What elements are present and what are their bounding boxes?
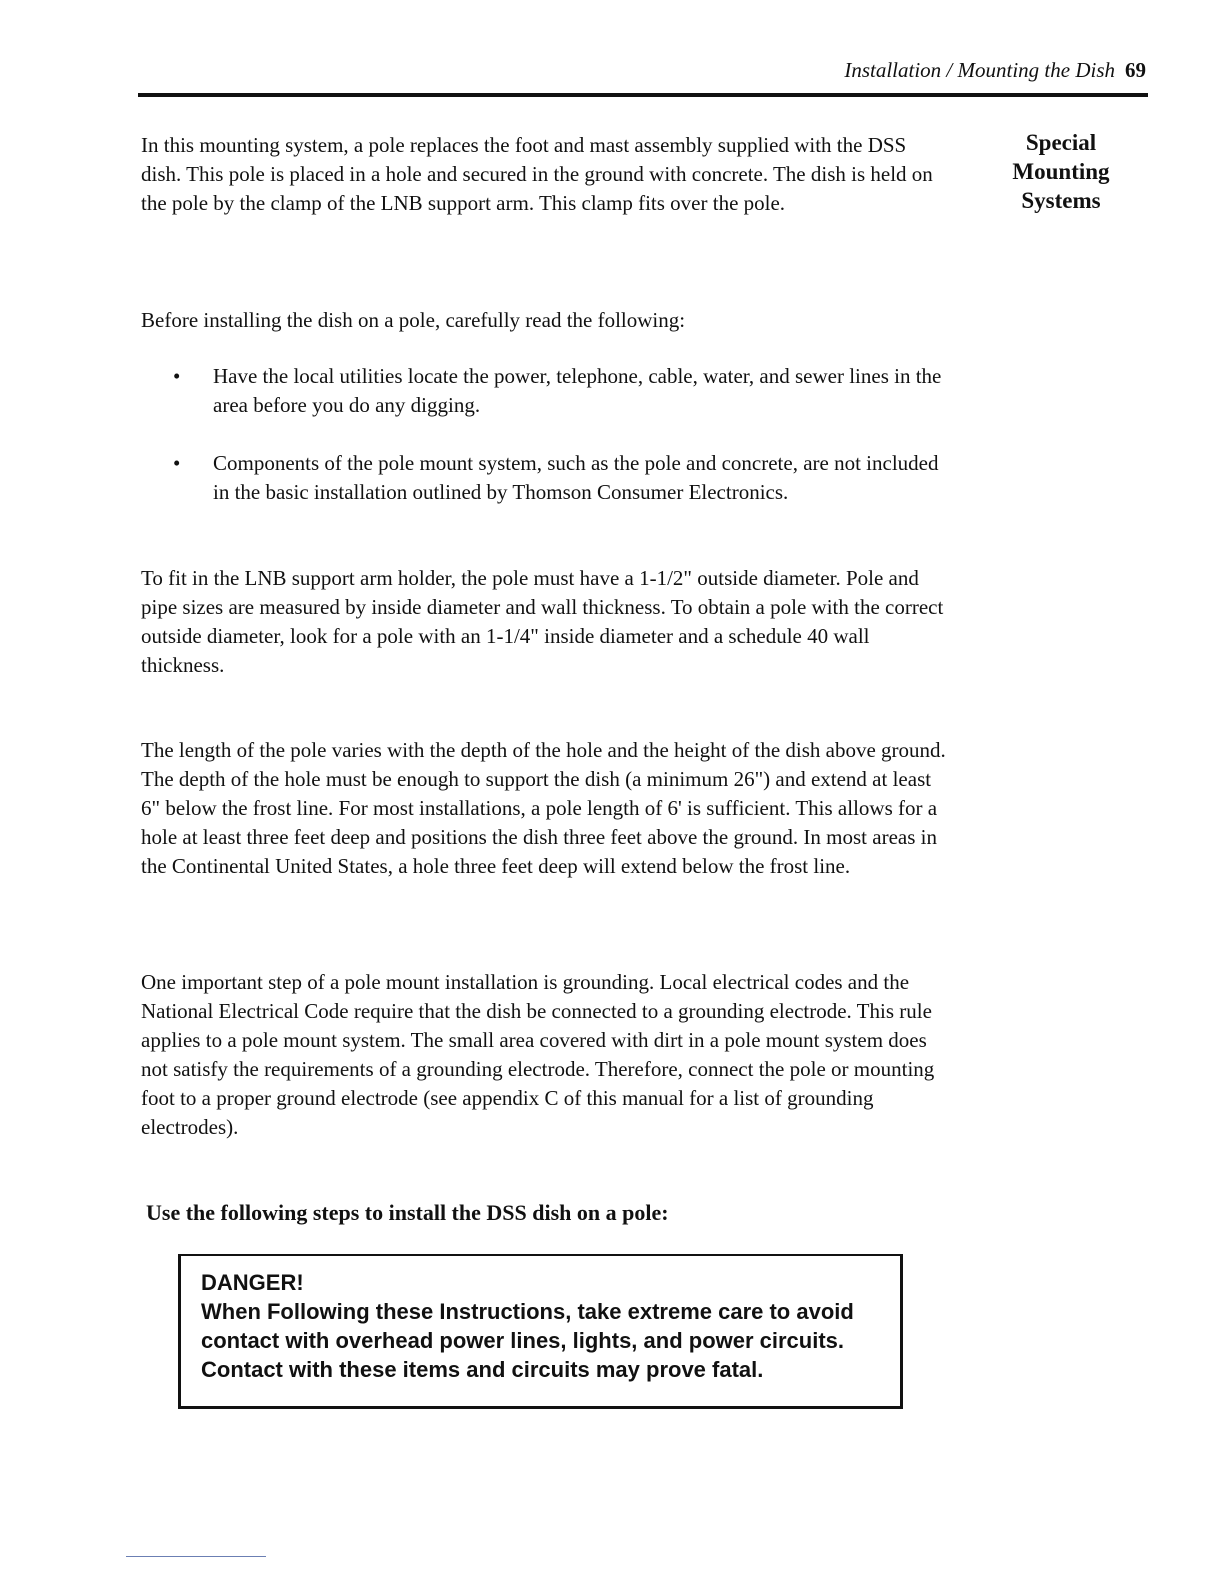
danger-warning-box — [178, 1254, 903, 1409]
margin-heading-line: Systems — [1021, 188, 1101, 213]
before-installing-paragraph: Before installing the dish on a pole, carefully read the following: — [141, 308, 686, 332]
danger-text: When Following these Instructions, take extreme care to avoid contact with overhead power lines, lights, and power circuits. Contact with these items and circuits may prove fatal. — [201, 1299, 854, 1382]
intro-paragraph: In this mounting system, a pole replaces the foot and mast assembly supplied with the DSS dish. This pole is placed in a hole and secured in the ground with concrete. The dish is held on the pole by the clamp of the LNB support arm. This clamp fits over the pole. — [141, 133, 933, 215]
header-title: Installation / Mounting the Dish — [844, 58, 1115, 82]
footer-rule — [126, 1556, 266, 1557]
list-item-text: Components of the pole mount system, such as the pole and concrete, are not included in the basic installation outlined by Thomson Consumer Electronics. — [213, 451, 939, 504]
danger-title: DANGER! — [201, 1270, 304, 1295]
margin-heading-line: Special — [1025, 130, 1097, 155]
diameter-paragraph: To fit in the LNB support arm holder, the pole must have a 1-1/2" outside diameter. Pole and pipe sizes are measured by inside diameter and wall thickness. To obtain a pole with the correct outside diameter, look for a pole with an 1-1/4" inside diameter and a schedule 40 wall thickness. — [141, 566, 944, 677]
list-item-text: Have the local utilities locate the power, telephone, cable, water, and sewer lines in the area before you do any digging. — [213, 364, 942, 417]
running-header — [446, 58, 1146, 83]
grounding-paragraph: One important step of a pole mount installation is grounding. Local electrical codes and the National Electrical Code require that the dish be connected to a grounding electrode. This rule applies to a pole mount system. The small area covered with dirt in a pole mount system does not satisfy the requirements of a grounding electrode. Therefore, connect the pole or mounting foot to a proper ground electrode (see appendix C of this manual for a list of grounding electrodes). — [141, 970, 935, 1139]
page-number: 69 — [1125, 58, 1146, 82]
margin-heading-line: Mounting — [1012, 159, 1110, 184]
margin-heading — [996, 128, 1126, 215]
pole-length-paragraph: The length of the pole varies with the depth of the hole and the height of the dish above ground. The depth of the hole must be enough to support the dish (a minimum 26") and extend at least 6" below the frost line. For most installations, a pole length of 6' is sufficient. This allows for a hole at least three feet deep and positions the dish three feet above the ground. In most areas in the Continental United States, a hole three feet deep will extend below the frost line. — [141, 738, 946, 878]
list-item — [141, 362, 949, 420]
list-item — [141, 449, 949, 507]
precautions-list — [141, 362, 949, 507]
bullet-icon: • — [173, 451, 181, 475]
steps-heading: Use the following steps to install the DSS dish on a pole: — [146, 1200, 669, 1225]
bullet-icon: • — [173, 364, 181, 388]
header-rule — [138, 93, 1148, 97]
